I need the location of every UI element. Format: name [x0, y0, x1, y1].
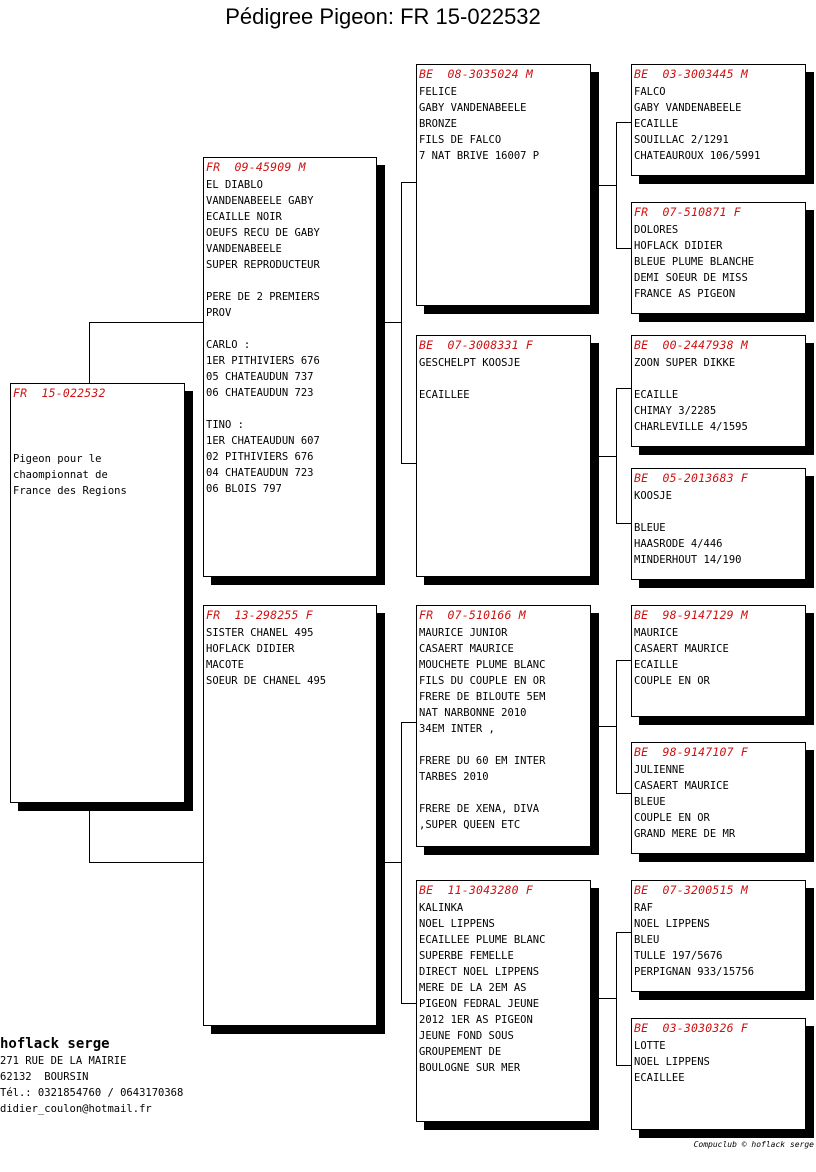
ring-number: BE 03-3030326 F: [634, 1021, 748, 1035]
detail-line: DIRECT NOEL LIPPENS: [419, 966, 540, 978]
connector-line: [590, 456, 616, 457]
detail-line: BLEUE: [634, 796, 666, 808]
detail-line: OEUFS RECU DE GABY: [206, 227, 320, 239]
pigeon-details: [206, 177, 376, 497]
ring-number: FR 09-45909 M: [206, 160, 306, 174]
detail-line: FILS DU COUPLE EN OR: [419, 675, 546, 687]
detail-line: NOEL LIPPENS: [634, 918, 710, 930]
great-grandparent-box[interactable]: [631, 742, 806, 854]
detail-line: MINDERHOUT 14/190: [634, 554, 742, 566]
detail-line: [419, 785, 590, 801]
detail-line: GESCHELPT KOOSJE: [419, 357, 521, 369]
detail-line: 02 PITHIVIERS 676: [206, 451, 314, 463]
pigeon-details: [419, 625, 590, 833]
owner-phone: Tél.: 0321854760 / 0643170368: [0, 1087, 184, 1099]
pigeon-details: [634, 762, 805, 842]
connector-line: [616, 122, 632, 123]
detail-line: HOFLACK DIDIER: [206, 643, 295, 655]
pigeon-details: [634, 84, 805, 164]
great-grandparent-box[interactable]: [631, 335, 806, 447]
detail-line: SOUILLAC 2/1291: [634, 134, 729, 146]
detail-line: SUPER REPRODUCTEUR: [206, 259, 320, 271]
detail-line: 06 CHATEAUDUN 723: [206, 387, 314, 399]
detail-line: ZOON SUPER DIKKE: [634, 357, 736, 369]
detail-line: SISTER CHANEL 495: [206, 627, 314, 639]
detail-line: MACOTE: [206, 659, 244, 671]
ring-number: BE 11-3043280 F: [419, 883, 533, 897]
detail-line: BOULOGNE SUR MER: [419, 1062, 521, 1074]
connector-line: [590, 185, 616, 186]
footer-credit: Compuclub © hoflack serge: [693, 1140, 814, 1149]
detail-line: GRAND MERE DE MR: [634, 828, 736, 840]
detail-line: ECAILLE NOIR: [206, 211, 282, 223]
great-grandparent-box[interactable]: [631, 64, 806, 176]
connector-line: [616, 248, 632, 249]
pigeon-details: [206, 625, 376, 689]
great-grandparent-box[interactable]: [631, 468, 806, 580]
detail-line: Pigeon pour le: [13, 453, 102, 465]
detail-line: MERE DE LA 2EM AS: [419, 982, 527, 994]
detail-line: ECAILLE: [634, 389, 679, 401]
detail-line: FRERE DE XENA, DIVA: [419, 803, 540, 815]
detail-line: LOTTE: [634, 1040, 666, 1052]
paternal-grandsire-box[interactable]: [416, 64, 591, 306]
dam-box[interactable]: [203, 605, 377, 1026]
detail-line: [419, 371, 590, 387]
detail-line: SOEUR DE CHANEL 495: [206, 675, 327, 687]
connector-line: [616, 932, 617, 1066]
pigeon-details: [634, 355, 805, 435]
detail-line: 06 BLOIS 797: [206, 483, 282, 495]
detail-line: JULIENNE: [634, 764, 685, 776]
detail-line: HOFLACK DIDIER: [634, 240, 723, 252]
detail-line: TULLE 197/5676: [634, 950, 723, 962]
detail-line: CASAERT MAURICE: [634, 780, 729, 792]
ring-number: FR 07-510871 F: [634, 205, 741, 219]
detail-line: CASAERT MAURICE: [634, 643, 729, 655]
detail-line: MAURICE: [634, 627, 679, 639]
detail-line: JEUNE FOND SOUS: [419, 1030, 514, 1042]
detail-line: KOOSJE: [634, 490, 672, 502]
ring-number: BE 00-2447938 M: [634, 338, 748, 352]
detail-line: 05 CHATEAUDUN 737: [206, 371, 314, 383]
detail-line: 2012 1ER AS PIGEON: [419, 1014, 533, 1026]
detail-line: PERE DE 2 PREMIERS: [206, 291, 320, 303]
detail-line: 7 NAT BRIVE 16007 P: [419, 150, 540, 162]
detail-line: FELICE: [419, 86, 457, 98]
connector-line: [616, 388, 632, 389]
detail-line: [13, 419, 184, 435]
detail-line: NOEL LIPPENS: [634, 1056, 710, 1068]
connector-line: [89, 322, 204, 323]
detail-line: GABY VANDENABEELE: [419, 102, 527, 114]
ring-number: BE 98-9147107 F: [634, 745, 748, 759]
detail-line: NAT NARBONNE 2010: [419, 707, 527, 719]
connector-line: [376, 322, 401, 323]
detail-line: FRANCE AS PIGEON: [634, 288, 736, 300]
detail-line: ECAILLEE: [419, 389, 470, 401]
detail-line: BLEU: [634, 934, 660, 946]
connector-line: [590, 726, 616, 727]
pigeon-details: [634, 900, 805, 980]
subject-pigeon-box[interactable]: [10, 383, 185, 803]
great-grandparent-box[interactable]: [631, 1018, 806, 1130]
connector-line: [616, 122, 617, 249]
detail-line: [13, 435, 184, 451]
maternal-grandsire-box[interactable]: [416, 605, 591, 847]
detail-line: FALCO: [634, 86, 666, 98]
detail-line: 1ER PITHIVIERS 676: [206, 355, 320, 367]
detail-line: MOUCHETE PLUME BLANC: [419, 659, 546, 671]
detail-line: TINO :: [206, 419, 244, 431]
connector-line: [89, 802, 90, 863]
great-grandparent-box[interactable]: [631, 880, 806, 992]
connector-line: [401, 182, 402, 464]
detail-line: [419, 737, 590, 753]
detail-line: [13, 403, 184, 419]
detail-line: GABY VANDENABEELE: [634, 102, 742, 114]
connector-line: [616, 523, 632, 524]
detail-line: CHARLEVILLE 4/1595: [634, 421, 748, 433]
owner-city: 62132 BOURSIN: [0, 1071, 89, 1083]
detail-line: SUPERBE FEMELLE: [419, 950, 514, 962]
detail-line: PERPIGNAN 933/15756: [634, 966, 755, 978]
ring-number: BE 07-3200515 M: [634, 883, 748, 897]
pigeon-details: [634, 488, 805, 568]
connector-line: [616, 793, 632, 794]
page-title: Pédigree Pigeon: FR 15-022532: [225, 4, 541, 29]
detail-line: GROUPEMENT DE: [419, 1046, 502, 1058]
great-grandparent-box[interactable]: [631, 605, 806, 717]
owner-info: [0, 1035, 183, 1117]
detail-line: ECAILLEE PLUME BLANC: [419, 934, 546, 946]
detail-line: chaompionnat de: [13, 469, 108, 481]
detail-line: BRONZE: [419, 118, 457, 130]
ring-number: FR 13-298255 F: [206, 608, 313, 622]
connector-line: [89, 322, 90, 384]
owner-address: 271 RUE DE LA MAIRIE: [0, 1055, 127, 1067]
connector-line: [89, 862, 204, 863]
sire-box[interactable]: [203, 157, 377, 577]
detail-line: KALINKA: [419, 902, 464, 914]
detail-line: TARBES 2010: [419, 771, 489, 783]
detail-line: RAF: [634, 902, 653, 914]
detail-line: BLEUE PLUME BLANCHE: [634, 256, 755, 268]
detail-line: CASAERT MAURICE: [419, 643, 514, 655]
detail-line: PROV: [206, 307, 232, 319]
ring-number: BE 07-3008331 F: [419, 338, 533, 352]
connector-line: [401, 1003, 417, 1004]
detail-line: FRERE DE BILOUTE 5EM: [419, 691, 546, 703]
ring-number: BE 03-3003445 M: [634, 67, 748, 81]
detail-line: ECAILLEE: [634, 1072, 685, 1084]
maternal-granddam-box[interactable]: [416, 880, 591, 1122]
connector-line: [616, 660, 617, 794]
detail-line: ECAILLE: [634, 118, 679, 130]
ring-number: FR 07-510166 M: [419, 608, 526, 622]
owner-name: hoflack serge: [0, 1036, 110, 1052]
pigeon-details: [419, 84, 590, 164]
pigeon-details: [634, 625, 805, 689]
pigeon-details: [13, 403, 184, 499]
connector-line: [616, 932, 632, 933]
pigeon-details: [634, 1038, 805, 1086]
paternal-granddam-box[interactable]: [416, 335, 591, 577]
detail-line: 34EM INTER ,: [419, 723, 495, 735]
detail-line: CHIMAY 3/2285: [634, 405, 717, 417]
pigeon-details: [419, 900, 590, 1076]
ring-number: BE 98-9147129 M: [634, 608, 748, 622]
detail-line: 1ER CHATEAUDUN 607: [206, 435, 320, 447]
detail-line: FILS DE FALCO: [419, 134, 502, 146]
pigeon-details: [634, 222, 805, 302]
connector-line: [401, 182, 417, 183]
ring-number: BE 08-3035024 M: [419, 67, 533, 81]
detail-line: [206, 321, 376, 337]
detail-line: VANDENABEELE GABY: [206, 195, 314, 207]
detail-line: BLEUE: [634, 522, 666, 534]
detail-line: DOLORES: [634, 224, 679, 236]
detail-line: 04 CHATEAUDUN 723: [206, 467, 314, 479]
connector-line: [401, 722, 402, 1004]
ring-number: FR 15-022532: [13, 386, 106, 400]
detail-line: FRERE DU 60 EM INTER: [419, 755, 546, 767]
detail-line: [206, 273, 376, 289]
connector-line: [590, 998, 616, 999]
detail-line: PIGEON FEDRAL JEUNE: [419, 998, 540, 1010]
detail-line: VANDENABEELE: [206, 243, 282, 255]
detail-line: CARLO :: [206, 339, 251, 351]
ring-number: BE 05-2013683 F: [634, 471, 748, 485]
detail-line: NOEL LIPPENS: [419, 918, 495, 930]
detail-line: MAURICE JUNIOR: [419, 627, 508, 639]
owner-email[interactable]: didier_coulon@hotmail.fr: [0, 1103, 152, 1115]
connector-line: [616, 1065, 632, 1066]
connector-line: [401, 463, 417, 464]
detail-line: [634, 504, 805, 520]
detail-line: ,SUPER QUEEN ETC: [419, 819, 521, 831]
connector-line: [616, 660, 632, 661]
detail-line: [634, 371, 805, 387]
detail-line: France des Regions: [13, 485, 127, 497]
pigeon-details: [419, 355, 590, 403]
detail-line: EL DIABLO: [206, 179, 263, 191]
connector-line: [616, 388, 617, 524]
detail-line: COUPLE EN OR: [634, 812, 710, 824]
connector-line: [376, 862, 401, 863]
detail-line: COUPLE EN OR: [634, 675, 710, 687]
detail-line: ECAILLE: [634, 659, 679, 671]
detail-line: CHATEAUROUX 106/5991: [634, 150, 761, 162]
detail-line: HAASRODE 4/446: [634, 538, 723, 550]
great-grandparent-box[interactable]: [631, 202, 806, 314]
detail-line: DEMI SOEUR DE MISS: [634, 272, 748, 284]
connector-line: [401, 722, 417, 723]
detail-line: [206, 401, 376, 417]
